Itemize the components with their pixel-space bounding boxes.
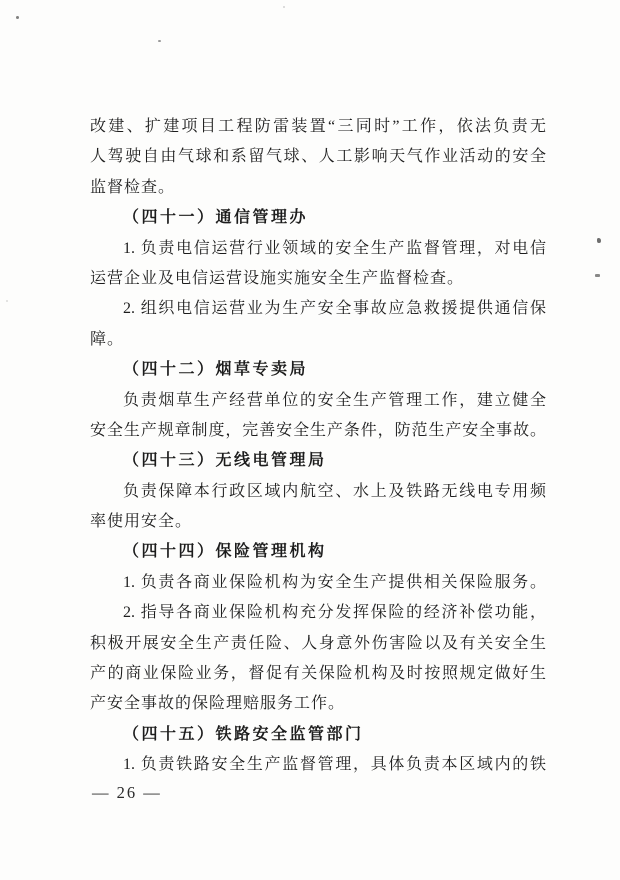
scan-speck	[595, 274, 600, 277]
text-line: 安全生产规章制度，完善安全生产条件，防范生产安全事故。	[90, 421, 546, 439]
body-text	[90, 112, 546, 781]
text-line: 产的商业保险业务，督促有关保险机构及时按照规定做好生	[90, 665, 546, 683]
scan-speck	[597, 238, 601, 243]
text-line: 负责烟草生产经营单位的安全生产管理工作，建立健全	[123, 391, 546, 409]
text-line: 2. 指导各商业保险机构充分发挥保险的经济补偿功能，	[123, 604, 546, 622]
text-line: 产安全事故的保险理赔服务工作。	[90, 695, 346, 713]
text-line: 负责保障本行政区域内航空、水上及铁路无线电专用频	[123, 482, 546, 500]
scan-speck	[283, 6, 285, 8]
section-heading: （四十二）烟草专卖局	[123, 361, 309, 379]
section-heading: （四十三）无线电管理局	[123, 452, 327, 470]
text-line: 改建、扩建项目工程防雷装置“三同时”工作，依法负责无	[90, 118, 546, 135]
text-line: 积极开展安全生产责任险、人身意外伤害险以及有关安全生	[90, 634, 546, 652]
scan-speck	[16, 16, 19, 19]
section-heading: （四十四）保险管理机构	[123, 543, 327, 561]
section-heading: （四十五）铁路安全监管部门	[123, 725, 364, 743]
text-line: 1. 负责各商业保险机构为安全生产提供相关保险服务。	[123, 573, 546, 591]
text-line: 1. 负责铁路安全生产监督管理，具体负责本区域内的铁	[123, 756, 546, 774]
scan-speck	[6, 300, 8, 302]
text-line: 1. 负责电信运营行业领域的安全生产监督管理，对电信	[123, 239, 546, 257]
text-line: 2. 组织电信运营业为生产安全事故应急救援提供通信保	[123, 300, 546, 318]
page-number: — 26 —	[92, 783, 162, 802]
text-line: 运营企业及电信运营设施实施安全生产监督检查。	[90, 269, 465, 287]
text-line: 率使用安全。	[90, 513, 193, 531]
text-line: 监督检查。	[90, 178, 176, 196]
text-line: 障。	[90, 330, 125, 348]
scan-speck	[158, 40, 161, 42]
section-heading: （四十一）通信管理办	[123, 209, 309, 227]
text-line: 人驾驶自由气球和系留气球、人工影响天气作业活动的安全	[90, 148, 546, 166]
